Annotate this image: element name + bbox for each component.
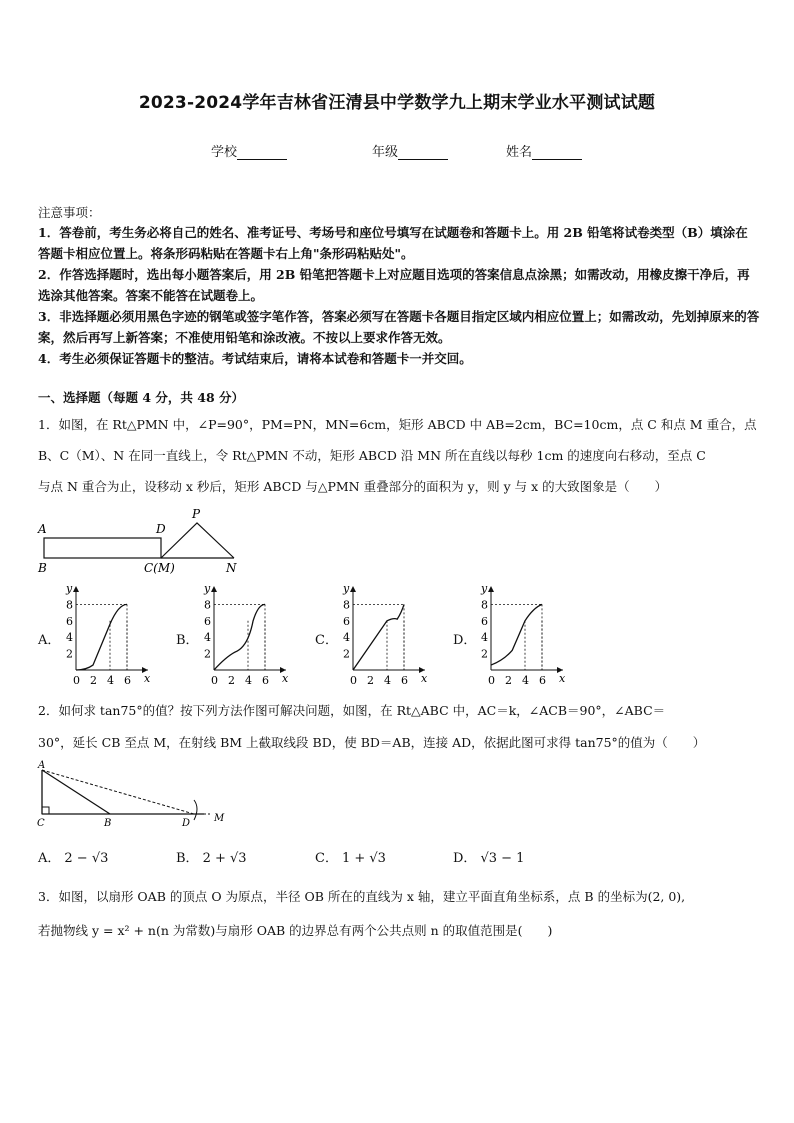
x-tick-label: 2 xyxy=(90,674,97,687)
y-tick-label: 8 xyxy=(66,598,73,612)
graph-curve xyxy=(76,604,127,670)
q1-option-c-label: C． xyxy=(315,633,338,648)
option-text: √3 − 1 xyxy=(480,851,525,866)
x-tick-label: 2 xyxy=(367,674,374,687)
q2-figure xyxy=(34,758,230,830)
y-tick-label: 8 xyxy=(343,598,350,612)
y-axis-arrow xyxy=(350,586,356,592)
question-line: 3．如图，以扇形 OAB 的顶点 O 为原点，半径 OB 所在的直线为 x 轴，建立平面直角坐标系，点 B 的坐标为(2, 0), xyxy=(38,889,686,904)
option-text: 2 + √3 xyxy=(202,851,247,866)
question-line: 2．如何求 tan75°的值？按下列方法作图可解决问题，如图，在 Rt△ABC 中，AC＝k，∠ACB＝90°，∠ABC＝ xyxy=(38,703,666,718)
label-b: B xyxy=(38,561,47,575)
y-axis-label: y xyxy=(343,582,350,595)
name-field xyxy=(506,141,582,160)
note-item: 4．考生必须保证答题卡的整洁。考试结束后，请将本试卷和答题卡一并交回。 xyxy=(38,351,472,366)
y-tick-label: 8 xyxy=(204,598,211,612)
label-n: N xyxy=(226,561,237,575)
label-d: D xyxy=(156,522,166,536)
q1-option-a-label: A． xyxy=(38,633,61,648)
rectangle-abcd xyxy=(44,538,161,558)
page-title: 2023-2024学年吉林省汪清县中学数学九上期末学业水平测试试题 xyxy=(138,93,656,113)
question-3-text xyxy=(38,880,760,948)
note-item: 3．非选择题必须用黑色字迹的钢笔或签字笔作答，答案必须写在答题卡各题目指定区域内相应位置上；如需改动，先划掉原来的答案，然后再写上新答案；不准使用铅笔和涂改液。不按以上要求作答无效。 xyxy=(38,309,760,345)
q1-graph-a xyxy=(56,582,154,688)
y-tick-label: 6 xyxy=(343,614,350,628)
y-tick-label: 4 xyxy=(481,631,488,645)
x-axis-label: x xyxy=(559,672,566,685)
x-tick-label: 6 xyxy=(539,674,546,687)
school-label: 学校 xyxy=(211,145,238,160)
note-item: 2．作答选择题时，选出每小题答案后，用 2B 铅笔把答题卡上对应题目选项的答案信息点涂黑；如需改动，用橡皮擦干净后，再选涂其他答案。答案不能答在试题卷上。 xyxy=(38,267,750,303)
q1-option-d-label: D． xyxy=(453,633,477,648)
question-line: B、C（M）、N 在同一直线上，令 Rt△PMN 不动，矩形 ABCD 沿 MN 所在直线以每秒 1cm 的速度向右移动，至点 C xyxy=(38,448,706,463)
segment-ad xyxy=(42,770,194,814)
y-axis-arrow xyxy=(73,586,79,592)
question-line: 若抛物线 y = x² + n(n 为常数)与扇形 OAB 的边界总有两个公共点则 n 的取值范围是( ) xyxy=(38,923,553,938)
triangle-pmn xyxy=(161,523,234,558)
q1-graph-c xyxy=(333,582,431,688)
x-tick-label: 2 xyxy=(505,674,512,687)
y-tick-label: 4 xyxy=(66,631,73,645)
label-b: B xyxy=(104,818,112,829)
question-line: 1．如图，在 Rt△PMN 中，∠P=90°，PM=PN，MN=6cm，矩形 ABCD 中 AB=2cm，BC=10cm，点 C 和点 M 重合，点 xyxy=(38,417,757,432)
label-d: D xyxy=(182,818,191,829)
option-label: C． xyxy=(315,851,338,866)
q2-option-d xyxy=(453,847,524,866)
x-tick-label: 2 xyxy=(228,674,235,687)
graph-curve xyxy=(214,604,265,670)
y-tick-label: 2 xyxy=(481,647,488,661)
x-tick-label: 0 xyxy=(211,674,218,687)
label-m: M xyxy=(214,813,225,824)
y-tick-label: 2 xyxy=(66,647,73,661)
q1-option-b-label: B． xyxy=(176,633,199,648)
q2-option-b xyxy=(176,847,247,866)
x-axis-label: x xyxy=(421,672,428,685)
x-tick-label: 4 xyxy=(522,674,529,687)
grade-label: 年级 xyxy=(372,145,399,160)
option-text: 1 + √3 xyxy=(341,851,386,866)
question-line: 30°，延长 CB 至点 M，在射线 BM 上截取线段 BD，使 BD＝AB，连接 AD，依据此图可求得 tan75°的值为（ ） xyxy=(38,735,706,750)
y-tick-label: 4 xyxy=(343,631,350,645)
segment-ab xyxy=(42,770,110,814)
x-axis-label: x xyxy=(144,672,151,685)
y-tick-label: 6 xyxy=(204,614,211,628)
school-field xyxy=(211,141,287,160)
x-tick-label: 6 xyxy=(124,674,131,687)
x-tick-label: 0 xyxy=(350,674,357,687)
y-axis-arrow xyxy=(488,586,494,592)
graph-curve xyxy=(353,604,404,670)
x-tick-label: 4 xyxy=(107,674,114,687)
graph-curve xyxy=(491,604,542,665)
school-blank xyxy=(237,146,287,160)
y-axis-label: y xyxy=(481,582,488,595)
grade-blank xyxy=(398,146,448,160)
q1-graph-b xyxy=(194,582,292,688)
option-label: D． xyxy=(453,851,477,866)
x-axis-label: x xyxy=(282,672,289,685)
y-axis-label: y xyxy=(66,582,73,595)
option-text: 2 − √3 xyxy=(64,851,109,866)
option-label: B． xyxy=(176,851,199,866)
x-tick-label: 6 xyxy=(262,674,269,687)
q2-option-a xyxy=(38,847,108,866)
x-tick-label: 4 xyxy=(245,674,252,687)
y-axis-arrow xyxy=(211,586,217,592)
label-a: A xyxy=(38,760,46,771)
y-axis-label: y xyxy=(204,582,211,595)
option-label: A． xyxy=(38,851,61,866)
name-blank xyxy=(532,146,582,160)
x-tick-label: 0 xyxy=(488,674,495,687)
notes-title: 注意事项： xyxy=(38,205,101,220)
y-tick-label: 6 xyxy=(66,614,73,628)
y-tick-label: 2 xyxy=(204,647,211,661)
q1-graph-d xyxy=(471,582,569,688)
y-tick-label: 8 xyxy=(481,598,488,612)
label-a: A xyxy=(38,522,47,536)
question-line: 与点 N 重合为止，设移动 x 秒后，矩形 ABCD 与△PMN 重叠部分的面积为 y，则 y 与 x 的大致图象是（ ） xyxy=(38,479,668,494)
section-title: 一、选择题（每题 4 分，共 48 分） xyxy=(38,390,245,405)
label-c: C xyxy=(37,818,45,829)
label-cm: C(M) xyxy=(144,561,175,575)
note-item: 1．答卷前，考生务必将自己的姓名、准考证号、考场号和座位号填写在试题卷和答题卡上。用 2B 铅笔将试卷类型（B）填涂在答题卡相应位置上。将条形码粘贴在答题卡右上角"条形码粘贴处"。 xyxy=(38,225,748,261)
notes-list xyxy=(38,222,760,369)
x-tick-label: 0 xyxy=(73,674,80,687)
right-angle-mark xyxy=(42,807,49,814)
y-tick-label: 2 xyxy=(343,647,350,661)
label-p: P xyxy=(192,507,201,521)
x-tick-label: 6 xyxy=(401,674,408,687)
q2-option-c xyxy=(315,847,386,866)
x-tick-label: 4 xyxy=(384,674,391,687)
q1-figure xyxy=(36,505,246,577)
question-1-text xyxy=(38,409,760,502)
name-label: 姓名 xyxy=(506,145,533,160)
y-tick-label: 4 xyxy=(204,631,211,645)
question-2-text xyxy=(38,695,760,759)
y-tick-label: 6 xyxy=(481,614,488,628)
compass-arc xyxy=(194,800,197,820)
grade-field xyxy=(372,141,448,160)
